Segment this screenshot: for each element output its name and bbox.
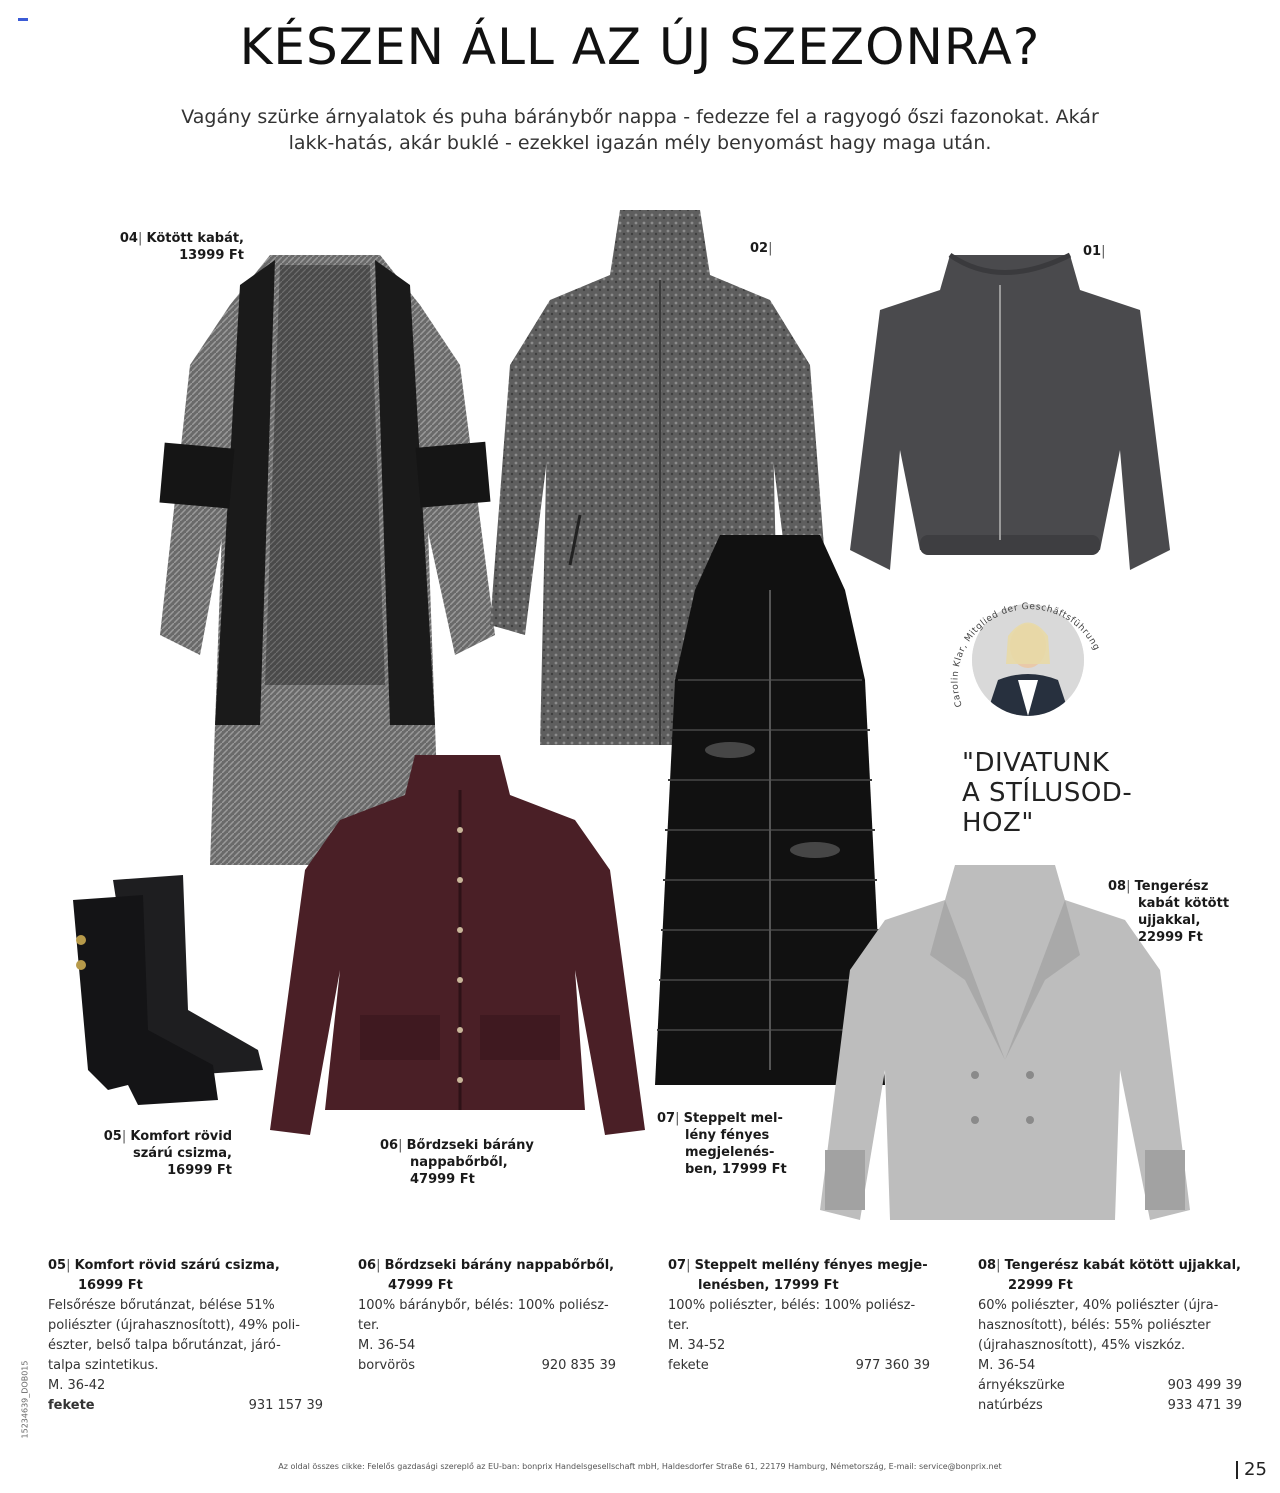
- product-06-title: Bőrdzseki bárány nappabőrből,: [384, 1258, 615, 1273]
- label-08-line-1: Tengerész: [1134, 879, 1209, 894]
- product-details-08: [978, 1256, 1253, 1416]
- label-07-line-2: lény fényes: [685, 1128, 770, 1143]
- label-04: [94, 230, 244, 264]
- product-08-code: 903 499 39: [1167, 1378, 1242, 1393]
- page-title: KÉSZEN ÁLL AZ ÚJ SZEZONRA?: [239, 18, 1041, 76]
- label-08-line-2: kabát kötött: [1138, 896, 1230, 911]
- product-06-separator: |: [376, 1258, 385, 1273]
- product-06-desc-line: ter.: [358, 1318, 380, 1333]
- label-02: [750, 240, 772, 257]
- page-subtitle: [150, 104, 1130, 156]
- label-06-separator: |: [398, 1138, 407, 1153]
- page-number: [1236, 1459, 1267, 1480]
- label-08-line-4: 22999 Ft: [1138, 930, 1203, 945]
- label-05-number: 05: [103, 1129, 122, 1144]
- product-05-desc-line: észter, belső talpa bőrutánzat, járó-: [48, 1338, 281, 1353]
- label-08-separator: |: [1126, 879, 1135, 894]
- label-06: [380, 1137, 534, 1188]
- label-04-price: 13999 Ft: [179, 248, 244, 263]
- product-05-variant: [48, 1396, 323, 1416]
- product-08-code: 933 471 39: [1167, 1398, 1242, 1413]
- page-number-bar: [1236, 1461, 1238, 1479]
- product-08-size: M. 36-54: [978, 1358, 1036, 1373]
- subtitle-line-2: lakk-hatás, akár buklé - ezekkel igazán mély benyomást hagy maga után.: [288, 132, 992, 154]
- product-06-size: M. 36-54: [358, 1338, 416, 1353]
- product-05-desc-line: talpa szintetikus.: [48, 1358, 159, 1373]
- quote-line-3: HOZ": [962, 808, 1034, 838]
- product-05-code: 931 157 39: [248, 1398, 323, 1413]
- product-08-title: Tengerész kabát kötött ujjakkal,: [1004, 1258, 1241, 1273]
- product-07-desc-line: 100% poliészter, bélés: 100% poliész-: [668, 1298, 916, 1313]
- product-08-color: árnyékszürke: [978, 1378, 1065, 1393]
- product-06-price: 47999 Ft: [388, 1278, 453, 1293]
- product-05-price: 16999 Ft: [78, 1278, 143, 1293]
- product-07-desc-line: ter.: [668, 1318, 690, 1333]
- product-06-variant: [358, 1356, 616, 1376]
- product-06-number: 06: [358, 1258, 377, 1273]
- product-image-05-boots[interactable]: [68, 870, 268, 1110]
- label-06-line-2: nappabőrből,: [410, 1155, 508, 1170]
- product-07-price: lenésben, 17999 Ft: [698, 1278, 839, 1293]
- boots-illustration: [68, 870, 268, 1110]
- product-07-number: 07: [668, 1258, 687, 1273]
- label-07-line-1: Steppelt mel-: [683, 1111, 783, 1126]
- label-05-separator: |: [121, 1129, 131, 1144]
- portrait-caption-arc: [950, 586, 1110, 736]
- side-code: 15234639_DOB015: [20, 1360, 30, 1439]
- product-05-desc-line: poliészter (újrahasznosított), 49% poli-: [48, 1318, 300, 1333]
- label-06-line-1: Bőrdzseki bárány: [406, 1138, 534, 1153]
- portrait-caption: [950, 586, 1110, 736]
- product-05-desc-line: Felsőrésze bőrutánzat, bélése 51%: [48, 1298, 275, 1313]
- product-details-06: [358, 1256, 633, 1376]
- label-06-number: 06: [380, 1138, 399, 1153]
- page-number-value: 25: [1244, 1459, 1267, 1480]
- label-05-line-1: Komfort rövid: [130, 1129, 232, 1144]
- product-08-desc-line: hasznosított), bélés: 55% poliészter: [978, 1318, 1211, 1333]
- product-08-desc-line: (újrahasznosított), 45% viszkóz.: [978, 1338, 1186, 1353]
- label-08-line-3: ujjakkal,: [1138, 913, 1201, 928]
- label-04-separator: |: [137, 231, 147, 246]
- label-07-separator: |: [675, 1111, 684, 1126]
- subtitle-line-1: Vagány szürke árnyalatok és puha báránybőr nappa - fedezze fel a ragyogó őszi fazonokat. Akár: [181, 106, 1099, 128]
- product-07-variant: [668, 1356, 930, 1376]
- product-08-variant: [978, 1376, 1242, 1396]
- label-01-separator: |: [1101, 244, 1106, 259]
- product-07-title: Steppelt mellény fényes megje-: [694, 1258, 928, 1273]
- product-08-number: 08: [978, 1258, 997, 1273]
- product-05-color: fekete: [48, 1398, 95, 1413]
- label-05-line-2: szárú csizma,: [133, 1146, 232, 1161]
- label-02-number: 02: [750, 241, 769, 256]
- label-07-line-3: megjelenés-: [685, 1145, 775, 1160]
- product-07-code: 977 360 39: [855, 1358, 930, 1373]
- label-07: [657, 1110, 787, 1178]
- product-05-size: M. 36-42: [48, 1378, 106, 1393]
- quote-text: [962, 748, 1132, 838]
- product-08-price: 22999 Ft: [1008, 1278, 1073, 1293]
- product-08-separator: |: [996, 1258, 1005, 1273]
- product-details-07: [668, 1256, 943, 1376]
- label-04-number: 04: [119, 231, 138, 246]
- product-details: [40, 1256, 1260, 1436]
- label-05: [60, 1128, 232, 1179]
- product-07-color: fekete: [668, 1358, 709, 1373]
- label-04-name: Kötött kabát,: [146, 231, 244, 246]
- label-07-number: 07: [657, 1111, 676, 1126]
- label-05-line-3: 16999 Ft: [167, 1163, 232, 1178]
- label-08-number: 08: [1108, 879, 1127, 894]
- product-06-code: 920 835 39: [541, 1358, 616, 1373]
- product-05-number: 05: [48, 1258, 67, 1273]
- svg-text:Carolin Klar, Mitglied der Ges: [951, 602, 1102, 708]
- product-06-color: borvörös: [358, 1358, 415, 1373]
- product-06-desc-line: 100% báránybőr, bélés: 100% poliész-: [358, 1298, 609, 1313]
- product-08-variant: [978, 1396, 1242, 1416]
- quote-line-1: "DIVATUNK: [962, 748, 1110, 778]
- quote-line-2: A STÍLUSOD-: [962, 778, 1133, 808]
- label-06-line-3: 47999 Ft: [410, 1172, 475, 1187]
- product-05-separator: |: [66, 1258, 75, 1273]
- legal-footer: Az oldal összes cikke: Felelős gazdasági szereplő az EU-ban: bonprix Handelsgesellschaft mbH, Haldesdorfer Straße 61, 22179 Hamburg, Németország, E-mail: service@bonprix.net: [278, 1462, 1002, 1471]
- product-05-title: Komfort rövid szárú csizma,: [74, 1258, 280, 1273]
- product-08-color: natúrbézs: [978, 1398, 1043, 1413]
- product-07-size: M. 34-52: [668, 1338, 726, 1353]
- label-01-number: 01: [1083, 244, 1102, 259]
- label-01: [1083, 243, 1105, 260]
- leather-jacket-illustration: [265, 750, 650, 1140]
- product-image-06-leather-jacket[interactable]: [265, 750, 650, 1140]
- label-07-line-4: ben, 17999 Ft: [685, 1162, 787, 1177]
- portrait-caption-text: Carolin Klar, Mitglied der Geschäftsführung: [950, 602, 1102, 709]
- product-details-05: [48, 1256, 323, 1416]
- label-02-separator: |: [768, 241, 773, 256]
- label-08: [1108, 878, 1229, 946]
- product-08-desc-line: 60% poliészter, 40% poliészter (újra-: [978, 1298, 1219, 1313]
- product-07-separator: |: [686, 1258, 695, 1273]
